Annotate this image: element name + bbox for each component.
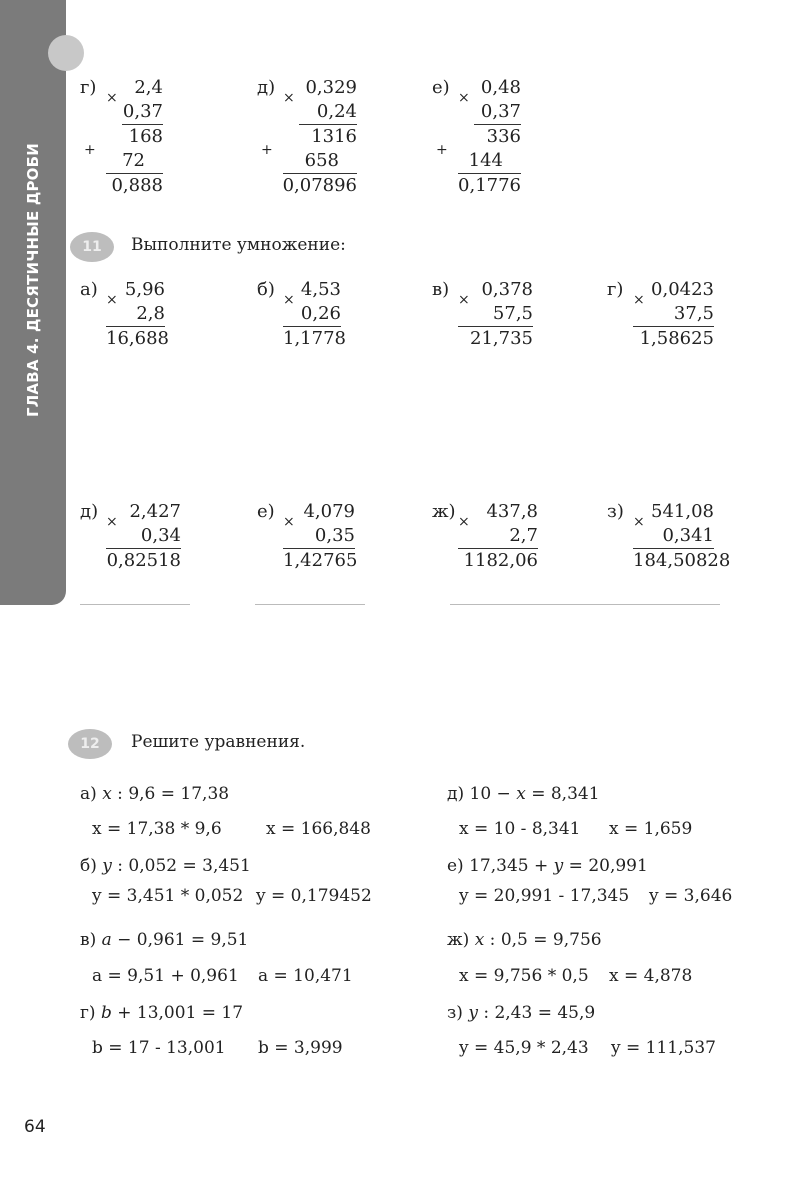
factor: 0,37 — [122, 100, 163, 125]
partial-product: 658 — [283, 149, 357, 174]
equation — [447, 856, 648, 876]
product-result: 1,58625 — [639, 328, 714, 349]
equation-variable: x — [102, 784, 112, 804]
problem-label: е) — [432, 77, 450, 98]
factor: 4,53 — [300, 279, 341, 300]
problem-label: а) — [80, 784, 97, 804]
multiply-sign-icon: × — [106, 90, 118, 106]
equation-rest: : 0,052 = 3,451 — [111, 856, 251, 876]
solution-answer: x = 1,659 — [609, 819, 693, 839]
partial-product: 1316 — [311, 126, 357, 147]
partial-product: 336 — [486, 126, 521, 147]
product-result: 0,888 — [111, 175, 163, 196]
factor: 0,35 — [283, 524, 355, 549]
multiply-sign-icon: × — [633, 292, 645, 308]
equation — [80, 856, 251, 876]
product-result: 16,688 — [106, 328, 169, 349]
product-result: 0,07896 — [282, 175, 357, 196]
factor: 4,079 — [303, 501, 355, 522]
factor: 0,26 — [283, 302, 341, 327]
problem-label: ж) — [447, 930, 470, 950]
equation — [447, 784, 600, 804]
problem-label: д) — [257, 77, 276, 98]
equation — [447, 930, 602, 950]
equation-prefix: 10 − — [469, 784, 517, 804]
equation-variable: x — [516, 784, 526, 804]
problem-label: е) — [447, 856, 464, 876]
multiply-sign-icon: × — [633, 514, 645, 530]
chapter-title: ГЛАВА 4. ДЕСЯТИЧНЫЕ ДРОБИ — [24, 143, 42, 417]
problem-label: б) — [80, 856, 97, 876]
product-result: 0,1776 — [458, 175, 521, 196]
decorative-circle — [48, 35, 84, 71]
factor: 0,378 — [481, 279, 533, 300]
solution-answer: a = 10,471 — [258, 966, 353, 986]
equation-rest: = 8,341 — [525, 784, 600, 804]
multiply-sign-icon: × — [283, 292, 295, 308]
solution-step: b = 17 - 13,001 — [92, 1038, 226, 1058]
problem-label: д) — [80, 501, 99, 522]
partial-product: 144 — [458, 149, 521, 174]
equation-rest: − 0,961 = 9,51 — [111, 930, 249, 950]
factor: 0,24 — [299, 100, 357, 125]
equation-rest: : 2,43 = 45,9 — [477, 1003, 596, 1023]
problem-label: ж) — [432, 501, 456, 522]
problem-label: е) — [257, 501, 275, 522]
solution-step: x = 10 - 8,341 — [459, 819, 581, 839]
problem-label: в) — [80, 930, 97, 950]
solution-step: y = 20,991 - 17,345 — [459, 886, 630, 906]
equation — [447, 1003, 595, 1023]
multiply-sign-icon: × — [283, 514, 295, 530]
problem-label: а) — [80, 279, 98, 300]
plus-sign-icon: + — [261, 142, 273, 158]
solution-answer: x = 4,878 — [609, 966, 693, 986]
product-result: 21,735 — [470, 328, 533, 349]
task-heading: Выполните умножение: — [131, 235, 346, 255]
equation-variable: y — [468, 1003, 478, 1023]
solution-step: a = 9,51 + 0,961 — [92, 966, 239, 986]
task-number-badge: 11 — [70, 232, 114, 262]
product-result: 184,50828 — [633, 550, 731, 571]
partial-product: 168 — [128, 126, 163, 147]
factor: 437,8 — [486, 501, 538, 522]
solution-answer: y = 0,179452 — [256, 886, 372, 906]
solution-answer: b = 3,999 — [258, 1038, 343, 1058]
solution-step: y = 45,9 * 2,43 — [459, 1038, 589, 1058]
problem-label: г) — [80, 1003, 96, 1023]
problem-label: з) — [447, 1003, 463, 1023]
factor: 0,329 — [305, 77, 357, 98]
multiply-sign-icon: × — [458, 90, 470, 106]
equation-variable: y — [102, 856, 112, 876]
multiply-sign-icon: × — [458, 292, 470, 308]
product-result: 1,1778 — [283, 328, 346, 349]
factor: 37,5 — [633, 302, 714, 327]
solution-step: x = 17,38 * 9,6 — [92, 819, 222, 839]
solution-answer: x = 166,848 — [266, 819, 371, 839]
factor: 0,37 — [474, 100, 521, 125]
product-result: 1,42765 — [283, 550, 358, 571]
equation-rest: : 9,6 = 17,38 — [111, 784, 230, 804]
equation-rest: : 0,5 = 9,756 — [484, 930, 602, 950]
plus-sign-icon: + — [84, 142, 96, 158]
task-number-badge: 12 — [68, 729, 112, 759]
factor: 0,48 — [480, 77, 521, 98]
multiply-sign-icon: × — [106, 514, 118, 530]
equation-prefix: 17,345 + — [469, 856, 554, 876]
problem-label: в) — [432, 279, 450, 300]
page-number: 64 — [24, 1117, 46, 1137]
multiply-sign-icon: × — [283, 90, 295, 106]
factor: 541,08 — [651, 501, 714, 522]
divider — [255, 604, 365, 605]
divider — [80, 604, 190, 605]
solution-step: y = 3,451 * 0,052 — [92, 886, 244, 906]
factor: 2,7 — [458, 524, 538, 549]
problem-label: б) — [257, 279, 275, 300]
solution-step: x = 9,756 * 0,5 — [459, 966, 589, 986]
equation-variable: a — [101, 930, 112, 950]
factor: 5,96 — [124, 279, 165, 300]
chapter-sidebar — [0, 0, 66, 605]
problem-label: г) — [607, 279, 624, 300]
plus-sign-icon: + — [436, 142, 448, 158]
equation-variable: y — [553, 856, 564, 876]
factor: 0,341 — [633, 524, 714, 549]
solution-answer: y = 111,537 — [611, 1038, 716, 1058]
factor: 2,8 — [106, 302, 165, 327]
equation — [80, 930, 248, 950]
product-result: 1182,06 — [463, 550, 538, 571]
equation-rest: = 20,991 — [563, 856, 648, 876]
equation — [80, 784, 229, 804]
task-heading: Решите уравнения. — [131, 732, 306, 752]
divider — [450, 604, 720, 605]
equation — [80, 1003, 243, 1023]
factor: 57,5 — [458, 302, 533, 327]
product-result: 0,82518 — [106, 550, 181, 571]
problem-label: д) — [447, 784, 465, 804]
factor: 2,4 — [134, 77, 163, 98]
partial-product: 72 — [106, 149, 163, 174]
equation-variable: b — [100, 1003, 112, 1023]
factor: 0,0423 — [651, 279, 714, 300]
multiply-sign-icon: × — [458, 514, 470, 530]
equation-variable: x — [474, 930, 485, 950]
equation-rest: + 13,001 = 17 — [111, 1003, 244, 1023]
factor: 2,427 — [129, 501, 181, 522]
solution-answer: y = 3,646 — [649, 886, 733, 906]
multiply-sign-icon: × — [106, 292, 118, 308]
factor: 0,34 — [106, 524, 181, 549]
problem-label: г) — [80, 77, 97, 98]
problem-label: з) — [607, 501, 624, 522]
